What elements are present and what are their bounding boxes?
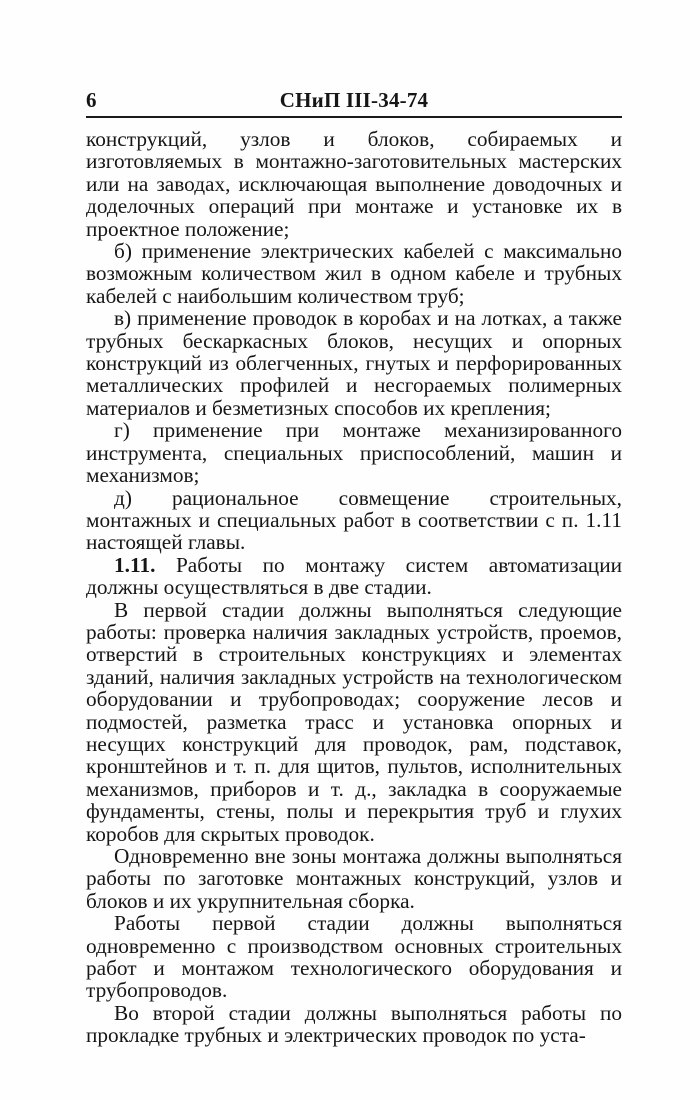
page-header [86, 86, 622, 118]
clause-1-11 [86, 554, 622, 599]
paragraph-first-stage-timing: Работы первой стадии должны выполняться одновременно с производством основных строительных работ и монтажом технологического оборудования и трубопроводов. [86, 911, 622, 1003]
list-item-d: д) рациональное совмещение строительных, монтажных и специальных работ в соответствии с п. 1.11 настоящей главы. [86, 485, 622, 555]
paragraph-prefabrication: Одновременно вне зоны монтажа должны выполняться работы по заготовке монтажных конструкций, узлов и блоков и их укрупнительная сборка. [86, 844, 622, 913]
paragraph-first-stage: В первой стадии должны выполняться следующие работы: проверка наличия закладных устройств, проемов, отверстий в строительных конструкциях и элементах зданий, наличия закладных устройств на технологическом оборудовании и трубопроводах; сооружение лесов и подмостей, разметка трасс и установка опорных и несущих конструкций для проводок, рам, подставок, кронштейнов и т. п. для щитов, пультов, исполнительных механизмов, приборов и т. д., закладка в сооружаемые фундаменты, стены, полы и перекрытия труб и глухих коробов для скрытых проводок. [86, 597, 622, 846]
clause-number: 1.11. [114, 552, 156, 577]
paragraph-continuation: конструкций, узлов и блоков, собираемых и изготовляемых в монтажно-заготовительных мастерских или на заводах, исключающая выполнение доводочных и доделочных операций при монтаже и установке их в проектное положение; [86, 127, 622, 241]
page-number: 6 [86, 88, 97, 112]
page-body [86, 128, 622, 1047]
document-code: СНиП III-34-74 [279, 88, 429, 112]
clause-text: Работы по монтажу систем автоматизации должны осуществляться в две стадии. [86, 552, 622, 600]
list-item-g: г) применение при монтаже механизированного инструмента, специальных приспособлений, машин и механизмов; [86, 418, 622, 488]
list-item-b: б) применение электрических кабелей с максимально возможным количеством жил в одном кабеле и трубных кабелей с наибольшим количеством труб; [86, 239, 622, 308]
list-item-v: в) применение проводок в коробах и на лотках, а также трубных бескаркасных блоков, несущих и опорных конструкций из облегченных, гнутых и перфорированных металлических профилей и несгораемых полимерных материалов и безметизных способов их крепления; [86, 306, 622, 420]
paragraph-second-stage: Во второй стадии должны выполняться работы по прокладке трубных и электрических проводок по уста- [86, 1000, 622, 1048]
